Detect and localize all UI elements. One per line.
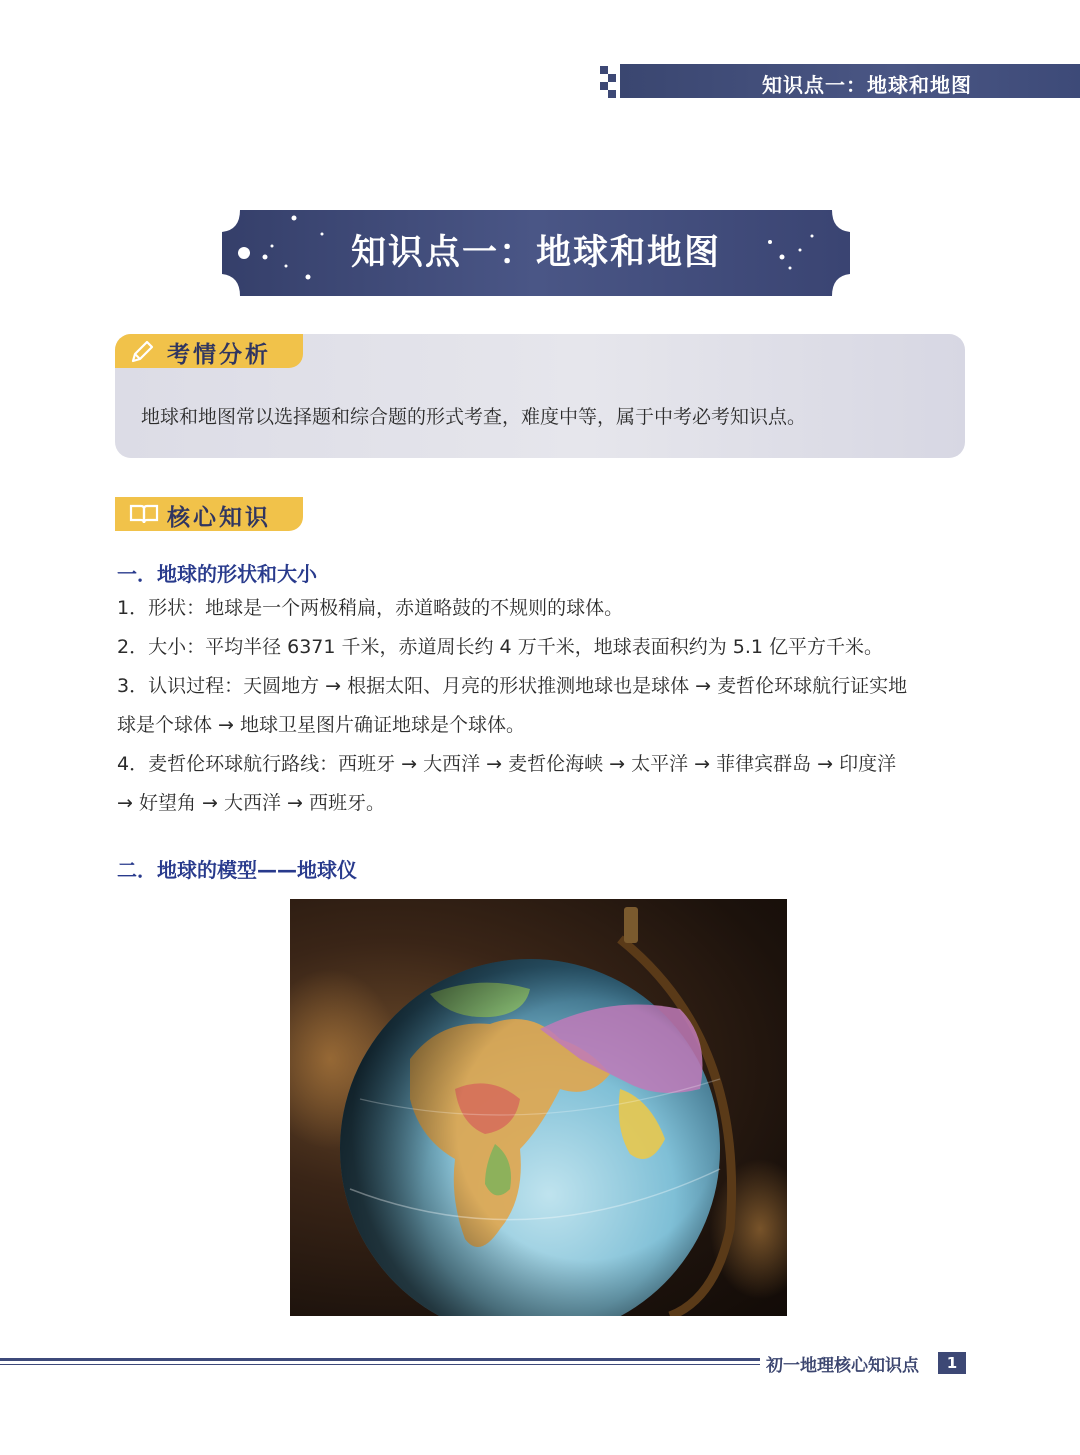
- header-decoration: [600, 82, 608, 90]
- globe-illustration: [290, 899, 787, 1316]
- footer-rule: [0, 1358, 760, 1361]
- footer-rule: [0, 1364, 760, 1365]
- list-item: 4．麦哲伦环球航行路线：西班牙 → 大西洋 → 麦哲伦海峡 → 太平洋 → 菲律宾群岛 → 印度洋: [117, 753, 897, 775]
- list-item-continuation: 球是个球体 → 地球卫星图片确证地球是个球体。: [117, 714, 526, 736]
- list-item: 3．认识过程：天圆地方 → 根据太阳、月亮的形状推测地球也是球体 → 麦哲伦环球航行证实地: [117, 675, 908, 697]
- header-decoration: [600, 66, 608, 74]
- list-item-continuation: → 好望角 → 大西洋 → 西班牙。: [117, 792, 385, 814]
- section-heading: 二．地球的模型——地球仪: [117, 858, 357, 882]
- running-header-title: 知识点一：地球和地图: [762, 73, 972, 97]
- header-decoration: [608, 90, 616, 98]
- pencil-icon: [129, 339, 155, 365]
- analysis-tag-label: 考情分析: [167, 342, 271, 368]
- core-knowledge-tag: [115, 497, 303, 531]
- section-heading: 一．地球的形状和大小: [117, 562, 317, 586]
- page-title: 知识点一：地球和地图: [350, 233, 721, 273]
- list-item: 1．形状：地球是一个两极稍扁，赤道略鼓的不规则的球体。: [117, 597, 624, 619]
- header-decoration: [608, 74, 616, 82]
- core-knowledge-tag-label: 核心知识: [167, 505, 271, 531]
- running-header: [620, 64, 1080, 98]
- page-number: 1: [938, 1352, 966, 1374]
- analysis-tag: [115, 334, 303, 368]
- book-icon: [129, 502, 159, 526]
- list-item: 2．大小：平均半径 6371 千米，赤道周长约 4 万千米，地球表面积约为 5.1 亿平方千米。: [117, 636, 883, 658]
- analysis-text: 地球和地图常以选择题和综合题的形式考查，难度中等，属于中考必考知识点。: [141, 406, 807, 428]
- title-banner: [210, 210, 862, 296]
- footer-book-title: 初一地理核心知识点: [766, 1356, 919, 1376]
- globe-photo: [290, 899, 787, 1316]
